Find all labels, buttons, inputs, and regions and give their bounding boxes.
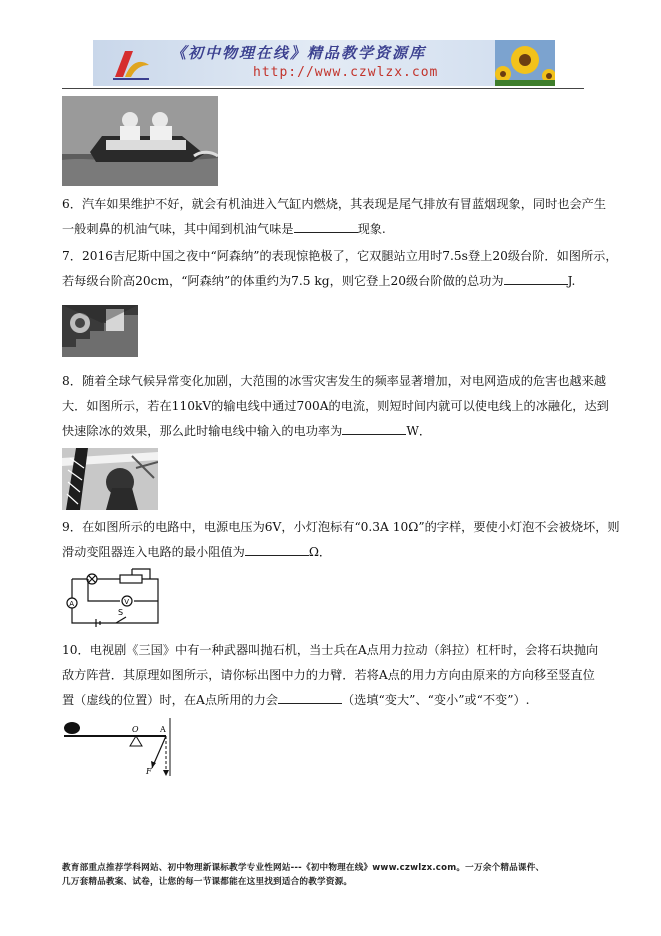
question-10-line-2: 敌方阵营．其原理如图所示，请你标出图中力的力臂．若将A点的用力方向由原来的方向移至竖直位	[62, 668, 595, 682]
question-8-line-1: 8．随着全球气候异常变化加剧，大范围的冰雪灾害发生的频率显著增加，对电网造成的危害也越来越	[62, 374, 607, 388]
point-a-label: A	[160, 725, 166, 734]
question-9	[62, 515, 620, 565]
question-7	[62, 244, 618, 294]
question-10-line-1: 10．电视剧《三国》中有一种武器叫抛石机，当士兵在A点用力拉动（斜拉）杠杆时，会将石块抛向	[62, 643, 599, 657]
answer-blank-7[interactable]	[504, 270, 568, 285]
banner-url[interactable]: http://www.czwlzx.com	[253, 65, 439, 80]
answer-blank-9[interactable]	[245, 541, 309, 556]
question-6-line-1: 6．汽车如果维护不好，就会有机油进入气缸内燃烧，其表现是尾气排放有冒蓝烟现象，同时也会产生	[62, 197, 607, 211]
amphibious-car-photo	[62, 96, 218, 186]
voltmeter-symbol: V	[124, 598, 130, 606]
answer-blank-10[interactable]	[278, 689, 342, 704]
header-divider	[62, 88, 584, 89]
footer-line-2: 几万套精品教案、试卷，让您的每一节课都能在这里找到适合的教学资源。	[62, 877, 353, 887]
question-10-line-3: 置（虚线的位置）时，在A点所用的力会 （选填“变大”、“变小”或“不变”）.	[62, 688, 584, 713]
force-label: F	[146, 767, 152, 776]
iced-power-line-photo	[62, 448, 158, 510]
banner-title: 《初中物理在线》精品教学资源库	[171, 44, 427, 62]
pivot-label: O	[132, 725, 139, 734]
question-8	[62, 369, 609, 444]
header-banner	[93, 40, 555, 86]
question-10	[62, 638, 599, 713]
question-8-line-3: 快速除冰的效果，那么此时输电线中输入的电功率为 W．	[62, 419, 584, 444]
lever-diagram	[62, 716, 174, 778]
site-logo	[111, 47, 151, 81]
ammeter-symbol: A	[69, 600, 74, 608]
page-footer	[62, 861, 602, 889]
question-6	[62, 192, 607, 242]
answer-blank-8[interactable]	[342, 420, 406, 435]
circuit-diagram	[62, 567, 166, 631]
answer-blank-6[interactable]	[294, 218, 358, 233]
question-7-line-2: 若每级台阶高20cm，“阿森纳”的体重约为7.5 kg，则它登上20级台阶做的总功为 J.	[62, 269, 584, 294]
sunflower-image	[495, 40, 555, 86]
footer-line-1: 教育部重点推荐学科网站、初中物理新课标教学专业性网站---《初中物理在线》www.czwlzx.com。一万余个精品课件、	[62, 863, 545, 873]
question-9-line-1: 9．在如图所示的电路中，电源电压为6V，小灯泡标有“0.3A 10Ω”的字样，要使小灯泡不会被烧坏，则	[62, 520, 620, 534]
question-6-line-2: 一般刺鼻的机油气味，其中闻到机油气味是 现象.	[62, 217, 584, 242]
switch-label: S	[118, 608, 124, 617]
question-8-line-2: 大．如图所示，若在110kV的输电线中通过700A的电流，则短时间内就可以使电线上的冰融化，达到	[62, 399, 609, 413]
robot-stairs-photo	[62, 305, 138, 357]
question-9-line-2: 滑动变阻器连入电路的最小阻值为 Ω．	[62, 540, 584, 565]
question-7-line-1: 7．2016吉尼斯中国之夜中“阿森纳”的表现惊艳极了，它双腿站立用时7.5s登上20级台阶．如图所示，	[62, 249, 618, 263]
